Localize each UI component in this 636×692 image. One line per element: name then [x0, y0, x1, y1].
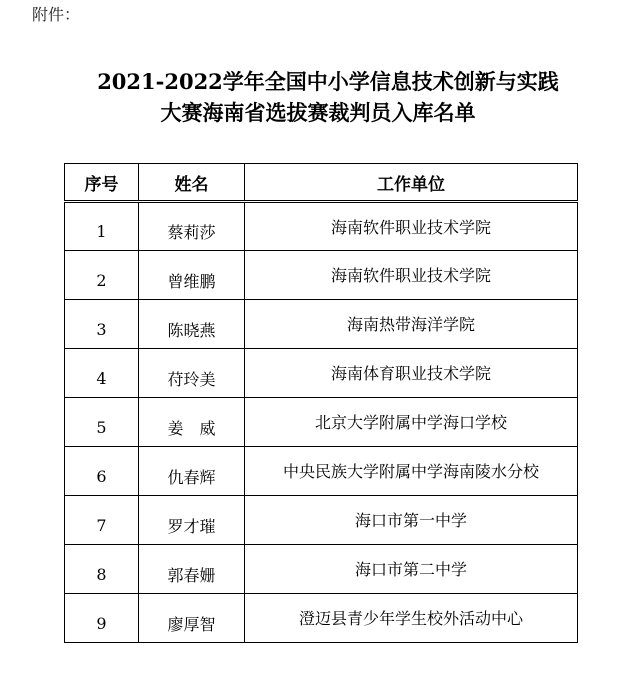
work-unit-cell: 北京大学附属中学海口学校: [245, 398, 578, 447]
name-cell: 曾维鹏: [139, 251, 245, 300]
table-row: [65, 251, 578, 300]
table-row: [65, 447, 578, 496]
referee-roster-table: [64, 163, 578, 643]
document-title-line-2: 大赛海南省选拔赛裁判员入库名单: [160, 100, 476, 125]
name-cell: 仇春辉: [139, 447, 245, 496]
annex-label: 附件：: [32, 5, 81, 24]
serial-number-cell: 5: [65, 398, 139, 447]
table-row: [65, 300, 578, 349]
work-unit-cell: 海口市第一中学: [245, 496, 578, 545]
work-unit-cell: 海南软件职业技术学院: [245, 251, 578, 300]
work-unit-cell: 海南软件职业技术学院: [245, 202, 578, 251]
name-cell: 苻玲美: [139, 349, 245, 398]
name-cell: 廖厚智: [139, 594, 245, 643]
header-serial-number: 序号: [65, 164, 139, 202]
document-title-line-1: 2021-2022学年全国中小学信息技术创新与实践: [97, 69, 559, 94]
table-row: [65, 545, 578, 594]
name-cell: 姜 威: [139, 398, 245, 447]
serial-number-cell: 1: [65, 202, 139, 251]
table-row: [65, 496, 578, 545]
name-cell: 罗才璀: [139, 496, 245, 545]
name-cell: 蔡莉莎: [139, 202, 245, 251]
work-unit-cell: 海口市第二中学: [245, 545, 578, 594]
table-row: [65, 398, 578, 447]
name-cell: 郭春姗: [139, 545, 245, 594]
work-unit-cell: 海南体育职业技术学院: [245, 349, 578, 398]
serial-number-cell: 7: [65, 496, 139, 545]
table-row: [65, 594, 578, 643]
table-header-row: [65, 164, 578, 202]
work-unit-cell: 中央民族大学附属中学海南陵水分校: [245, 447, 578, 496]
serial-number-cell: 9: [65, 594, 139, 643]
header-work-unit: 工作单位: [245, 164, 578, 202]
serial-number-cell: 2: [65, 251, 139, 300]
work-unit-cell: 澄迈县青少年学生校外活动中心: [245, 594, 578, 643]
work-unit-cell: 海南热带海洋学院: [245, 300, 578, 349]
serial-number-cell: 4: [65, 349, 139, 398]
serial-number-cell: 6: [65, 447, 139, 496]
header-name: 姓名: [139, 164, 245, 202]
name-cell: 陈晓燕: [139, 300, 245, 349]
serial-number-cell: 8: [65, 545, 139, 594]
serial-number-cell: 3: [65, 300, 139, 349]
table-row: [65, 349, 578, 398]
table-row: [65, 202, 578, 251]
